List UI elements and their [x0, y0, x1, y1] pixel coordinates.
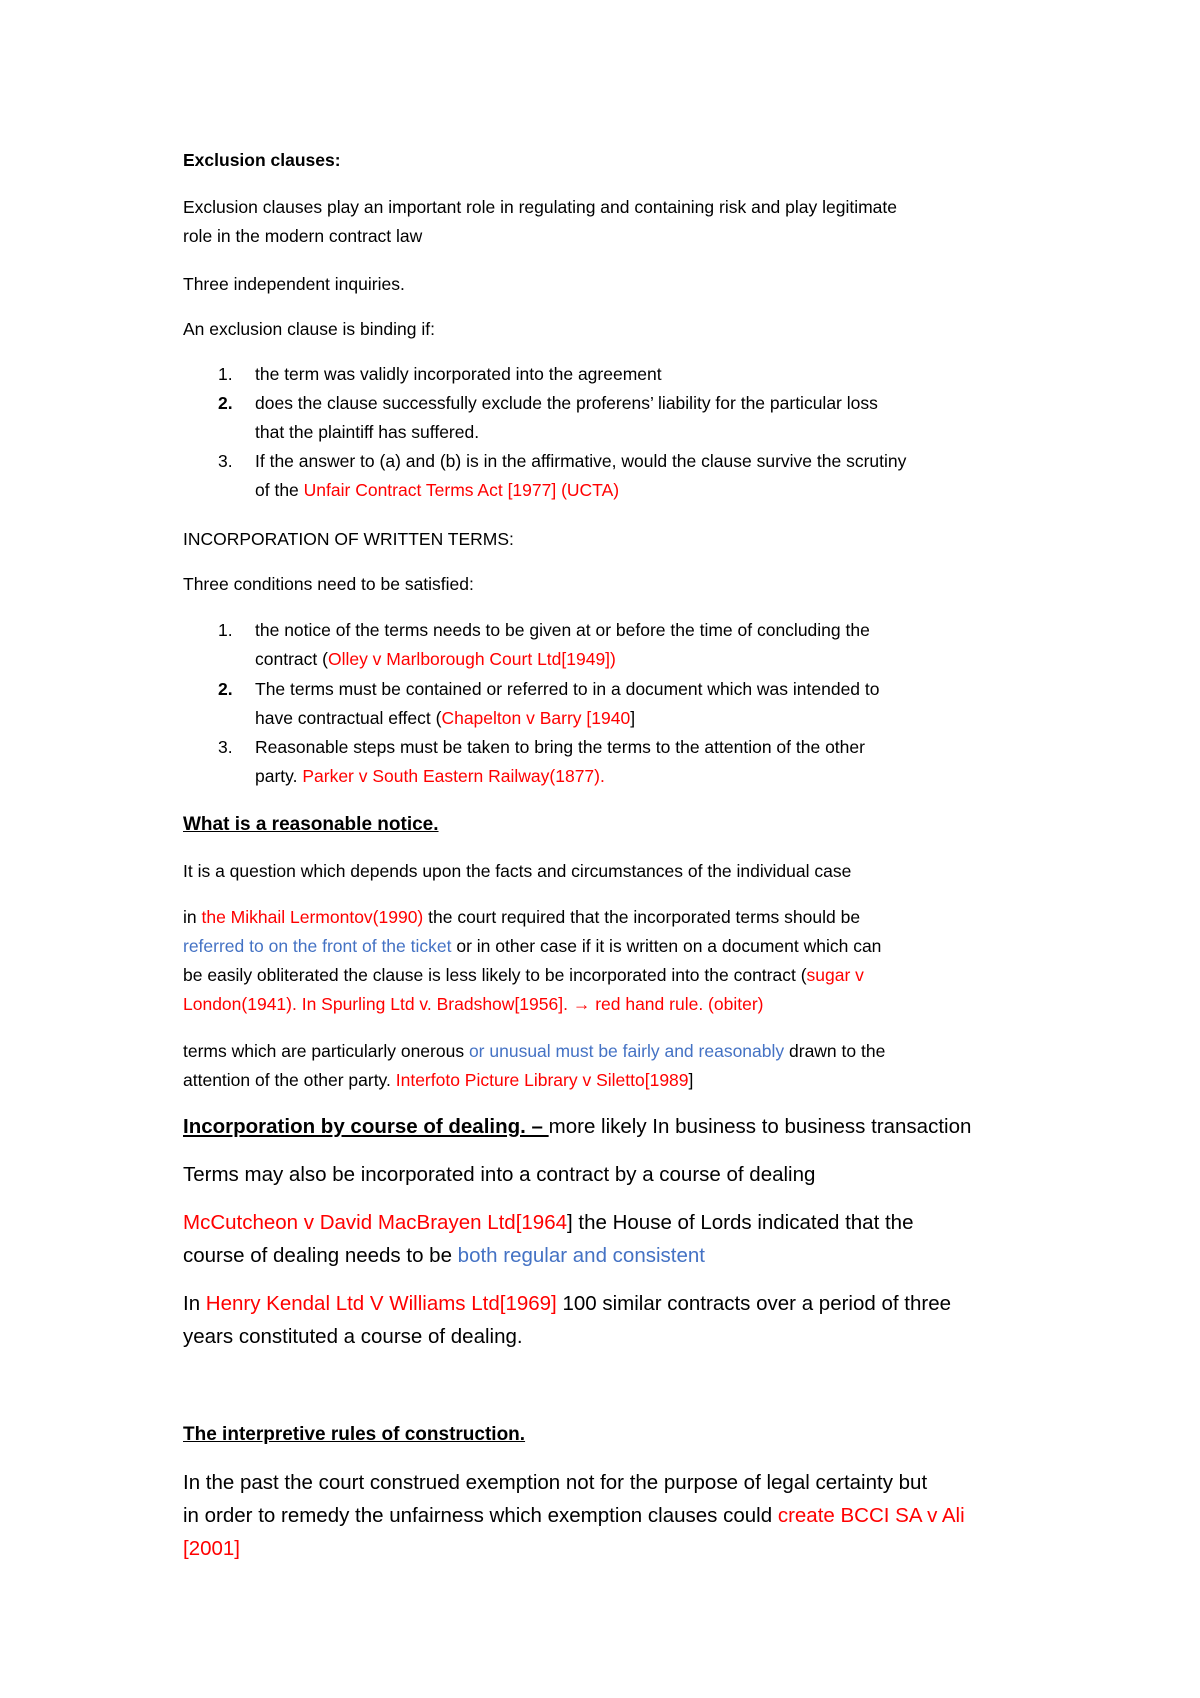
henry-line-1 [183, 1294, 951, 1315]
list1-item-2a: does the clause successfully exclude the proferens’ liability for the particular loss [255, 393, 878, 413]
text: the court required that the incorporated terms should be [423, 907, 861, 927]
case-citation: London(1941). In [183, 994, 322, 1014]
list2-item-3b [255, 768, 605, 786]
list2-item-2b [255, 710, 635, 728]
text: be easily obliterated the clause is less likely to be incorporated into the contract ( [183, 965, 807, 985]
case-citation: sugar v [806, 965, 864, 985]
text: more likely In business to business transaction [548, 1115, 972, 1138]
past-line-3 [183, 1539, 240, 1560]
course-of-dealing-heading [183, 1117, 971, 1138]
emphasis: or unusual must be fairly and reasonably [468, 1041, 785, 1061]
list1-item-3a: If the answer to (a) and (b) is in the affirmative, would the clause survive the scrutiny [255, 451, 907, 471]
intro-line-1: Exclusion clauses play an important role in regulating and containing risk and play legitimate [183, 197, 898, 217]
text: party. [255, 766, 303, 786]
past-line-1: In the past the court construed exemption not for the purpose of legal certainty but [183, 1471, 928, 1494]
text: have contractual effect ( [255, 708, 442, 728]
question-line: It is a question which depends upon the facts and circumstances of the individual case [183, 861, 852, 881]
case-citation: Chapelton v Barry [1940 [441, 708, 631, 728]
list2-item-3a: Reasonable steps must be taken to bring the terms to the attention of the other [255, 737, 865, 757]
text: ] [630, 708, 636, 728]
text: contract ( [255, 649, 328, 669]
list1-number-1: 1. [218, 364, 233, 384]
case-citation: Olley v Marlborough Court Ltd[1949]) [327, 649, 616, 669]
list1-item-2b: that the plaintiff has suffered. [255, 422, 480, 442]
case-citation: Parker v South Eastern Railway(1877). [302, 766, 605, 786]
text: in order to remedy the unfairness which exemption clauses could [183, 1504, 778, 1527]
mikhail-line-2 [183, 938, 881, 956]
text: drawn to the [784, 1041, 886, 1061]
onerous-line-2 [183, 1072, 693, 1090]
mccutcheon-line-2 [183, 1246, 705, 1267]
text: 100 similar contracts over a period of three [556, 1292, 951, 1315]
text: in [183, 907, 202, 927]
list1-number-2: 2. [218, 393, 233, 413]
onerous-line-1 [183, 1043, 885, 1061]
doc-title: Exclusion clauses: [183, 150, 341, 170]
inquiries-line: Three independent inquiries. [183, 274, 405, 294]
list2-item-2a: The terms must be contained or referred to in a document which was intended to [255, 679, 880, 699]
mikhail-line-1 [183, 909, 860, 927]
case-note: red hand rule. (obiter) [590, 994, 764, 1014]
text: or in other case if it is written on a document which can [456, 936, 882, 956]
list1-number-3: 3. [218, 451, 233, 471]
list2-number-3: 3. [218, 737, 233, 757]
text: In [183, 1292, 206, 1315]
case-citation: Henry Kendal Ltd V Williams Ltd[1969] [205, 1292, 557, 1315]
henry-line-2: years constituted a course of dealing. [183, 1325, 523, 1348]
case-citation: the Mikhail Lermontov(1990) [201, 907, 424, 927]
emphasis: both regular and consistent [457, 1244, 705, 1267]
past-line-2 [183, 1506, 965, 1527]
list2-number-2: 2. [218, 679, 233, 699]
case-citation: create BCCI SA v Ali [777, 1504, 965, 1527]
case-citation: McCutcheon v David MacBrayen Ltd[1964 [183, 1211, 568, 1234]
arrow-icon: → [572, 994, 591, 1014]
conditions-line: Three conditions need to be satisfied: [183, 574, 474, 594]
case-citation: Interfoto Picture Library v Siletto[1989 [395, 1070, 689, 1090]
binding-if-line: An exclusion clause is binding if: [183, 319, 435, 339]
list2-number-1: 1. [218, 620, 233, 640]
course-line: Terms may also be incorporated into a contract by a course of dealing [183, 1163, 816, 1186]
reasonable-notice-heading: What is a reasonable notice. [183, 814, 439, 835]
case-citation: [1956]. [514, 994, 573, 1014]
text: terms which are particularly onerous [183, 1041, 469, 1061]
list1-item-3b [255, 482, 619, 500]
case-citation: [2001] [183, 1537, 240, 1560]
interpretive-heading: The interpretive rules of construction. [183, 1424, 526, 1445]
emphasis: referred to on the front of the ticket [183, 936, 457, 956]
case-citation: Spurling Ltd v. Bradshow [321, 994, 515, 1014]
incorporation-heading: INCORPORATION OF WRITTEN TERMS: [183, 529, 514, 549]
text: ] the House of Lords indicated that the [567, 1211, 914, 1234]
text: ] [688, 1070, 694, 1090]
intro-line-2: role in the modern contract law [183, 226, 423, 246]
case-citation: Unfair Contract Terms Act [1977] (UCTA) [303, 480, 620, 500]
list2-item-1b [255, 651, 616, 669]
heading: Incorporation by course of dealing. – [183, 1115, 549, 1138]
list1-item-1: the term was validly incorporated into the agreement [255, 364, 662, 384]
text: attention of the other party. [183, 1070, 396, 1090]
mccutcheon-line-1 [183, 1213, 913, 1234]
text: course of dealing needs to be [183, 1244, 458, 1267]
mikhail-line-3 [183, 967, 864, 985]
list2-item-1a: the notice of the terms needs to be given at or before the time of concluding the [255, 620, 870, 640]
text: of the [255, 480, 304, 500]
mikhail-line-4 [183, 996, 763, 1014]
